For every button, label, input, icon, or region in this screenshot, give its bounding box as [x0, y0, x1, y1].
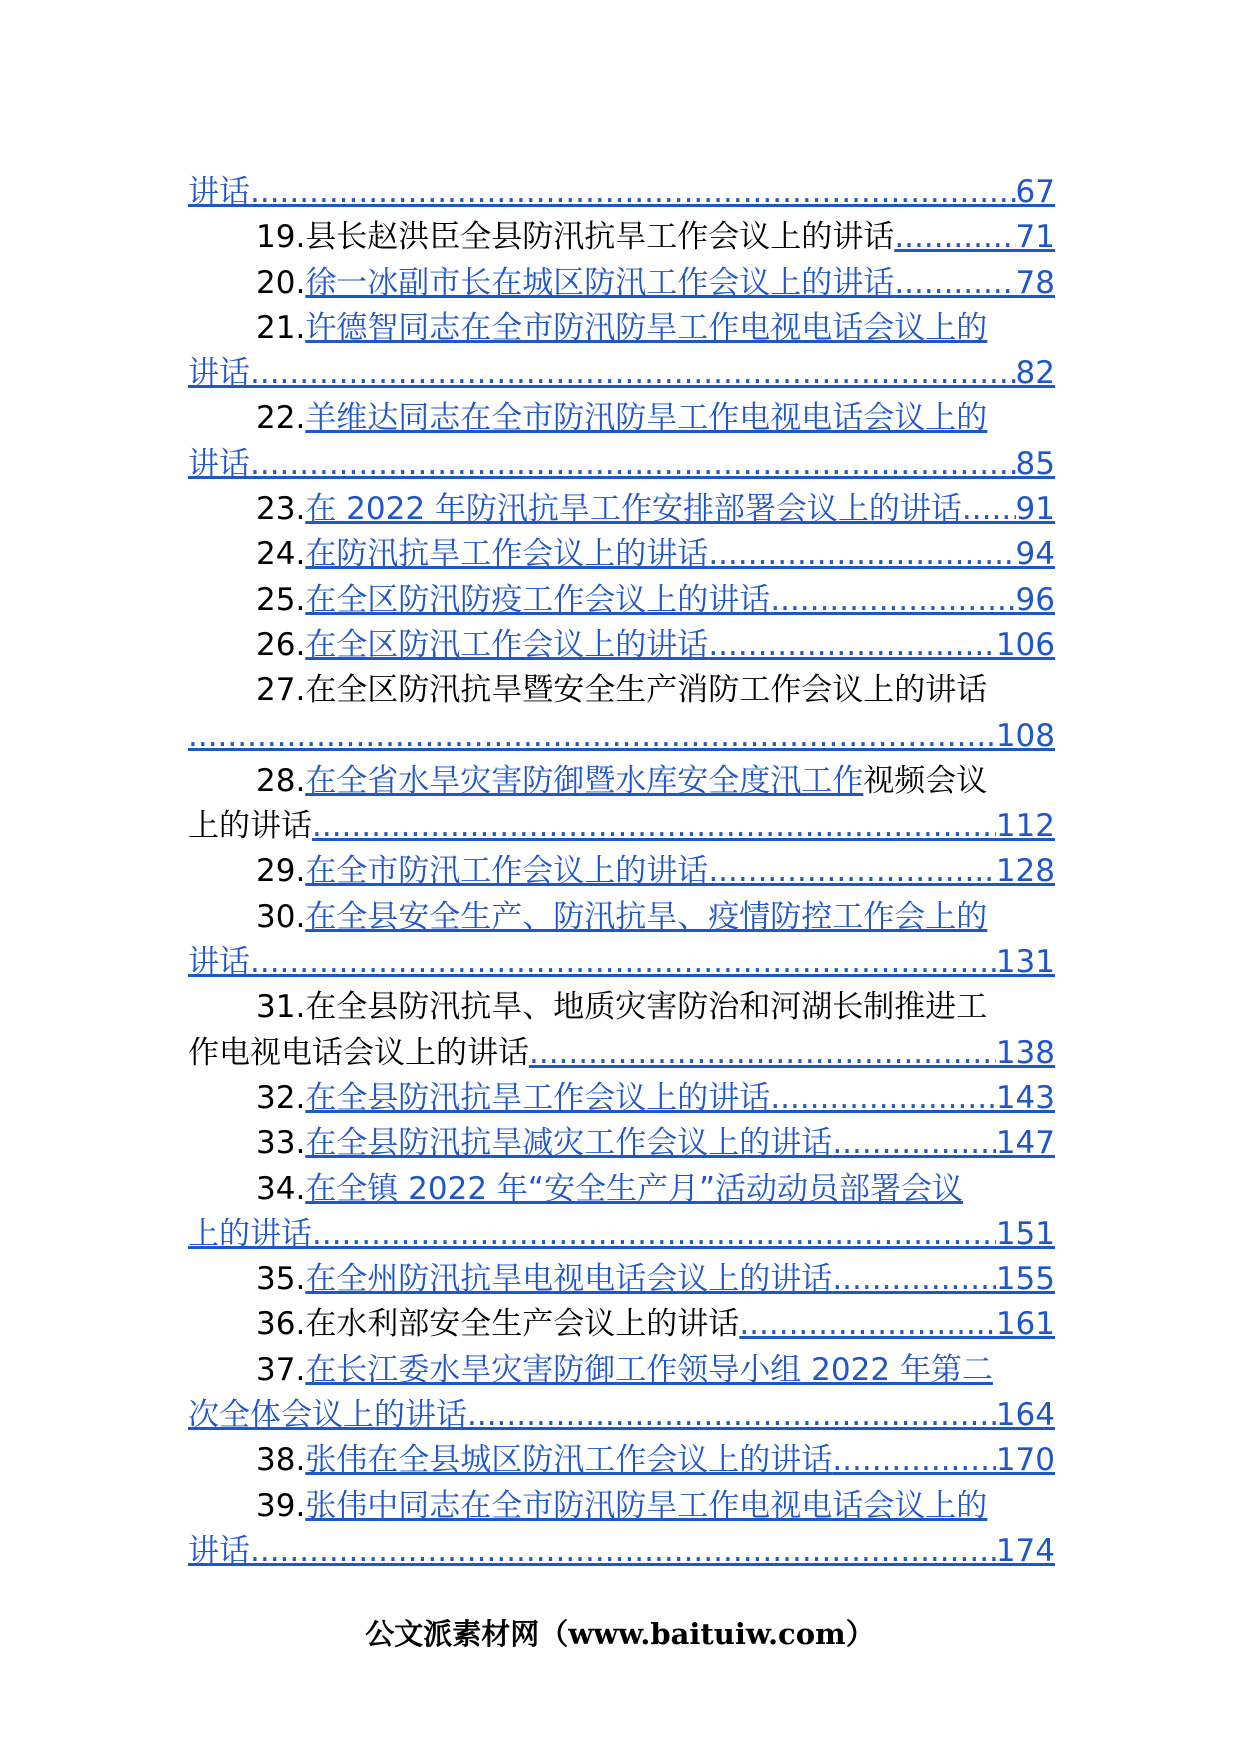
dot-leader	[832, 1438, 996, 1483]
dot-leader	[250, 940, 996, 985]
toc-line	[188, 1121, 1055, 1166]
entry-number: 34.	[256, 1170, 306, 1207]
toc-line	[188, 1302, 1055, 1347]
toc-line	[188, 1393, 1055, 1438]
toc-line	[188, 442, 1055, 487]
dot-leader	[708, 623, 996, 668]
dot-leader	[894, 261, 1015, 306]
toc-entry-link[interactable]: 徐一冰副市长在城区防汛工作会议上的讲话	[305, 264, 895, 301]
toc-entry-link[interactable]: 上的讲话	[188, 1215, 312, 1252]
toc-line	[188, 759, 1055, 804]
entry-number: 37.	[256, 1351, 306, 1388]
dot-leader	[894, 215, 1015, 260]
entry-number: 33.	[256, 1125, 306, 1162]
toc-line	[188, 1348, 1055, 1393]
toc-page-link[interactable]	[467, 1393, 1055, 1438]
entry-number: 26.	[256, 626, 306, 663]
dot-leader	[770, 578, 1015, 623]
entry-number: 28.	[256, 762, 306, 799]
toc-entry-text: 视频会议	[863, 762, 988, 799]
toc-line	[188, 1167, 1055, 1212]
toc-entry-link[interactable]: 在全县安全生产、防汛抗旱、疫情防控工作会上的	[305, 898, 988, 935]
entry-number: 38.	[256, 1442, 306, 1479]
entry-number: 36.	[256, 1306, 306, 1343]
page-number: 112	[995, 808, 1055, 845]
toc-entry-link[interactable]: 讲话	[188, 355, 250, 392]
toc-entry-link[interactable]: 在全省水旱灾害防御暨水库安全度汛工作	[305, 762, 864, 799]
toc-page-link[interactable]	[708, 532, 1055, 577]
toc-page-link[interactable]	[250, 442, 1055, 487]
toc-line	[188, 1212, 1055, 1257]
toc-line	[188, 623, 1055, 668]
toc-page-link[interactable]	[250, 170, 1055, 215]
toc-page-link[interactable]	[962, 487, 1055, 532]
toc-page-link[interactable]	[708, 849, 1055, 894]
toc-line	[188, 1031, 1055, 1076]
toc-entry-link[interactable]: 讲话	[188, 445, 250, 482]
toc-entry-link[interactable]: 在全县防汛抗旱工作会议上的讲话	[305, 1079, 771, 1116]
toc-page-link[interactable]	[894, 215, 1055, 260]
dot-leader	[250, 170, 1016, 215]
toc-page-link[interactable]	[894, 261, 1055, 306]
toc-entry-link[interactable]: 在防汛抗旱工作会议上的讲话	[305, 536, 709, 573]
dot-leader	[312, 1212, 996, 1257]
toc-page-link[interactable]	[770, 578, 1055, 623]
page-number: 164	[995, 1397, 1055, 1434]
dot-leader	[467, 1393, 996, 1438]
toc-page-link[interactable]	[188, 714, 1055, 759]
page-number: 174	[995, 1532, 1055, 1569]
page-number: 91	[1015, 491, 1055, 528]
toc-page-link[interactable]	[250, 940, 1055, 985]
toc-entry-link[interactable]: 次全体会议上的讲话	[188, 1397, 467, 1434]
toc-line	[188, 714, 1055, 759]
entry-number: 39.	[256, 1487, 306, 1524]
toc-line	[188, 940, 1055, 985]
toc-line	[188, 1529, 1055, 1574]
entry-number: 29.	[256, 853, 306, 890]
dot-leader	[832, 1257, 996, 1302]
toc-line	[188, 1257, 1055, 1302]
toc-entry-link[interactable]: 张伟在全县城区防汛工作会议上的讲话	[305, 1442, 833, 1479]
toc-page-link[interactable]	[832, 1121, 1055, 1166]
toc-page-link[interactable]	[832, 1257, 1055, 1302]
dot-leader	[250, 351, 1016, 396]
entry-number: 35.	[256, 1261, 306, 1298]
page-number: 161	[995, 1306, 1055, 1343]
toc-line	[188, 396, 1055, 441]
toc-line	[188, 306, 1055, 351]
toc-entry-link[interactable]: 羊维达同志在全市防汛防旱工作电视电话会议上的	[305, 400, 988, 437]
toc-page-link[interactable]	[529, 1031, 1055, 1076]
toc-entry-link[interactable]: 在全州防汛抗旱电视电话会议上的讲话	[305, 1261, 833, 1298]
page-number: 78	[1015, 264, 1055, 301]
entry-number: 24.	[256, 536, 306, 573]
page-number: 85	[1015, 445, 1055, 482]
entry-number: 21.	[256, 309, 306, 346]
entry-number: 30.	[256, 898, 306, 935]
entry-number: 31.	[256, 989, 306, 1026]
toc-line	[188, 668, 1055, 713]
toc-page-link[interactable]	[250, 351, 1055, 396]
toc-line	[188, 895, 1055, 940]
toc-line	[188, 532, 1055, 577]
dot-leader	[708, 849, 996, 894]
page-number: 155	[995, 1261, 1055, 1298]
toc-entry-link[interactable]: 许德智同志在全市防汛防旱工作电视电话会议上的	[305, 309, 988, 346]
dot-leader	[962, 487, 1016, 532]
dot-leader	[770, 1076, 996, 1121]
toc-entry-text: 上的讲话	[188, 808, 312, 845]
toc-entry-link[interactable]: 讲话	[188, 1532, 250, 1569]
entry-number: 32.	[256, 1079, 306, 1116]
page-number: 106	[995, 626, 1055, 663]
toc-line	[188, 804, 1055, 849]
toc-line	[188, 849, 1055, 894]
page-number: 151	[995, 1215, 1055, 1252]
page-number: 71	[1015, 219, 1055, 256]
toc-entry-link[interactable]: 讲话	[188, 174, 250, 210]
table-of-contents	[188, 170, 1055, 1574]
toc-line	[188, 1484, 1055, 1529]
dot-leader	[739, 1302, 996, 1347]
entry-number: 27.	[256, 672, 306, 709]
entry-number: 23.	[256, 491, 306, 528]
page-number: 147	[995, 1125, 1055, 1162]
toc-entry-link[interactable]: 在全区防汛工作会议上的讲话	[305, 626, 709, 663]
toc-entry-text: 县长赵洪臣全县防汛抗旱工作会议上的讲话	[305, 219, 895, 256]
toc-entry-text: 在水利部安全生产会议上的讲话	[305, 1306, 740, 1343]
dot-leader	[708, 532, 1015, 577]
toc-entry-link[interactable]: 在全市防汛工作会议上的讲话	[305, 853, 709, 890]
toc-entry-link[interactable]: 讲话	[188, 944, 250, 981]
footer-watermark: 公文派素材网（www.baituiw.com）	[365, 1617, 875, 1651]
toc-page-link[interactable]	[312, 1212, 1055, 1257]
toc-page-link[interactable]	[832, 1438, 1055, 1483]
toc-page-link[interactable]	[770, 1076, 1055, 1121]
toc-entry-link[interactable]: 在全镇 2022 年“安全生产月”活动动员部署会议	[305, 1170, 964, 1207]
dot-leader	[188, 714, 996, 759]
toc-line	[188, 261, 1055, 306]
toc-page-link[interactable]	[312, 804, 1055, 849]
toc-page-link[interactable]	[739, 1302, 1055, 1347]
page-number: 131	[995, 944, 1055, 981]
entry-number: 19.	[256, 219, 306, 256]
toc-entry-link[interactable]: 在全区防汛防疫工作会议上的讲话	[305, 581, 771, 618]
entry-number: 20.	[256, 264, 306, 301]
toc-line	[188, 487, 1055, 532]
dot-leader	[529, 1031, 996, 1076]
toc-entry-link[interactable]: 在长江委水旱灾害防御工作领导小组 2022 年第二	[305, 1351, 993, 1388]
toc-entry-text: 在全区防汛抗旱暨安全生产消防工作会议上的讲话	[305, 672, 988, 709]
toc-line	[188, 578, 1055, 623]
dot-leader	[250, 1529, 996, 1574]
page-number: 67	[1015, 174, 1055, 210]
entry-number: 25.	[256, 581, 306, 618]
toc-page-link[interactable]	[708, 623, 1055, 668]
toc-line	[188, 170, 1055, 215]
page-number: 82	[1015, 355, 1055, 392]
toc-line	[188, 215, 1055, 260]
page-number: 143	[995, 1079, 1055, 1116]
page-number: 96	[1015, 581, 1055, 618]
page-number: 138	[995, 1034, 1055, 1071]
dot-leader	[250, 442, 1016, 487]
page-number: 94	[1015, 536, 1055, 573]
toc-entry-link[interactable]: 在全县防汛抗旱减灾工作会议上的讲话	[305, 1125, 833, 1162]
entry-number: 22.	[256, 400, 306, 437]
toc-page-link[interactable]	[250, 1529, 1055, 1574]
page-number: 128	[995, 853, 1055, 890]
dot-leader	[832, 1121, 996, 1166]
toc-line	[188, 1076, 1055, 1121]
toc-entry-text: 在全县防汛抗旱、地质灾害防治和河湖长制推进工	[305, 989, 988, 1026]
toc-entry-link[interactable]: 张伟中同志在全市防汛防旱工作电视电话会议上的	[305, 1487, 988, 1524]
dot-leader	[312, 804, 996, 849]
toc-line	[188, 985, 1055, 1030]
toc-line	[188, 351, 1055, 396]
toc-line	[188, 1438, 1055, 1483]
toc-entry-link[interactable]: 在 2022 年防汛抗旱工作安排部署会议上的讲话	[305, 491, 962, 528]
toc-entry-text: 作电视电话会议上的讲话	[188, 1034, 529, 1071]
page-number: 170	[995, 1442, 1055, 1479]
page-number: 108	[995, 717, 1055, 754]
